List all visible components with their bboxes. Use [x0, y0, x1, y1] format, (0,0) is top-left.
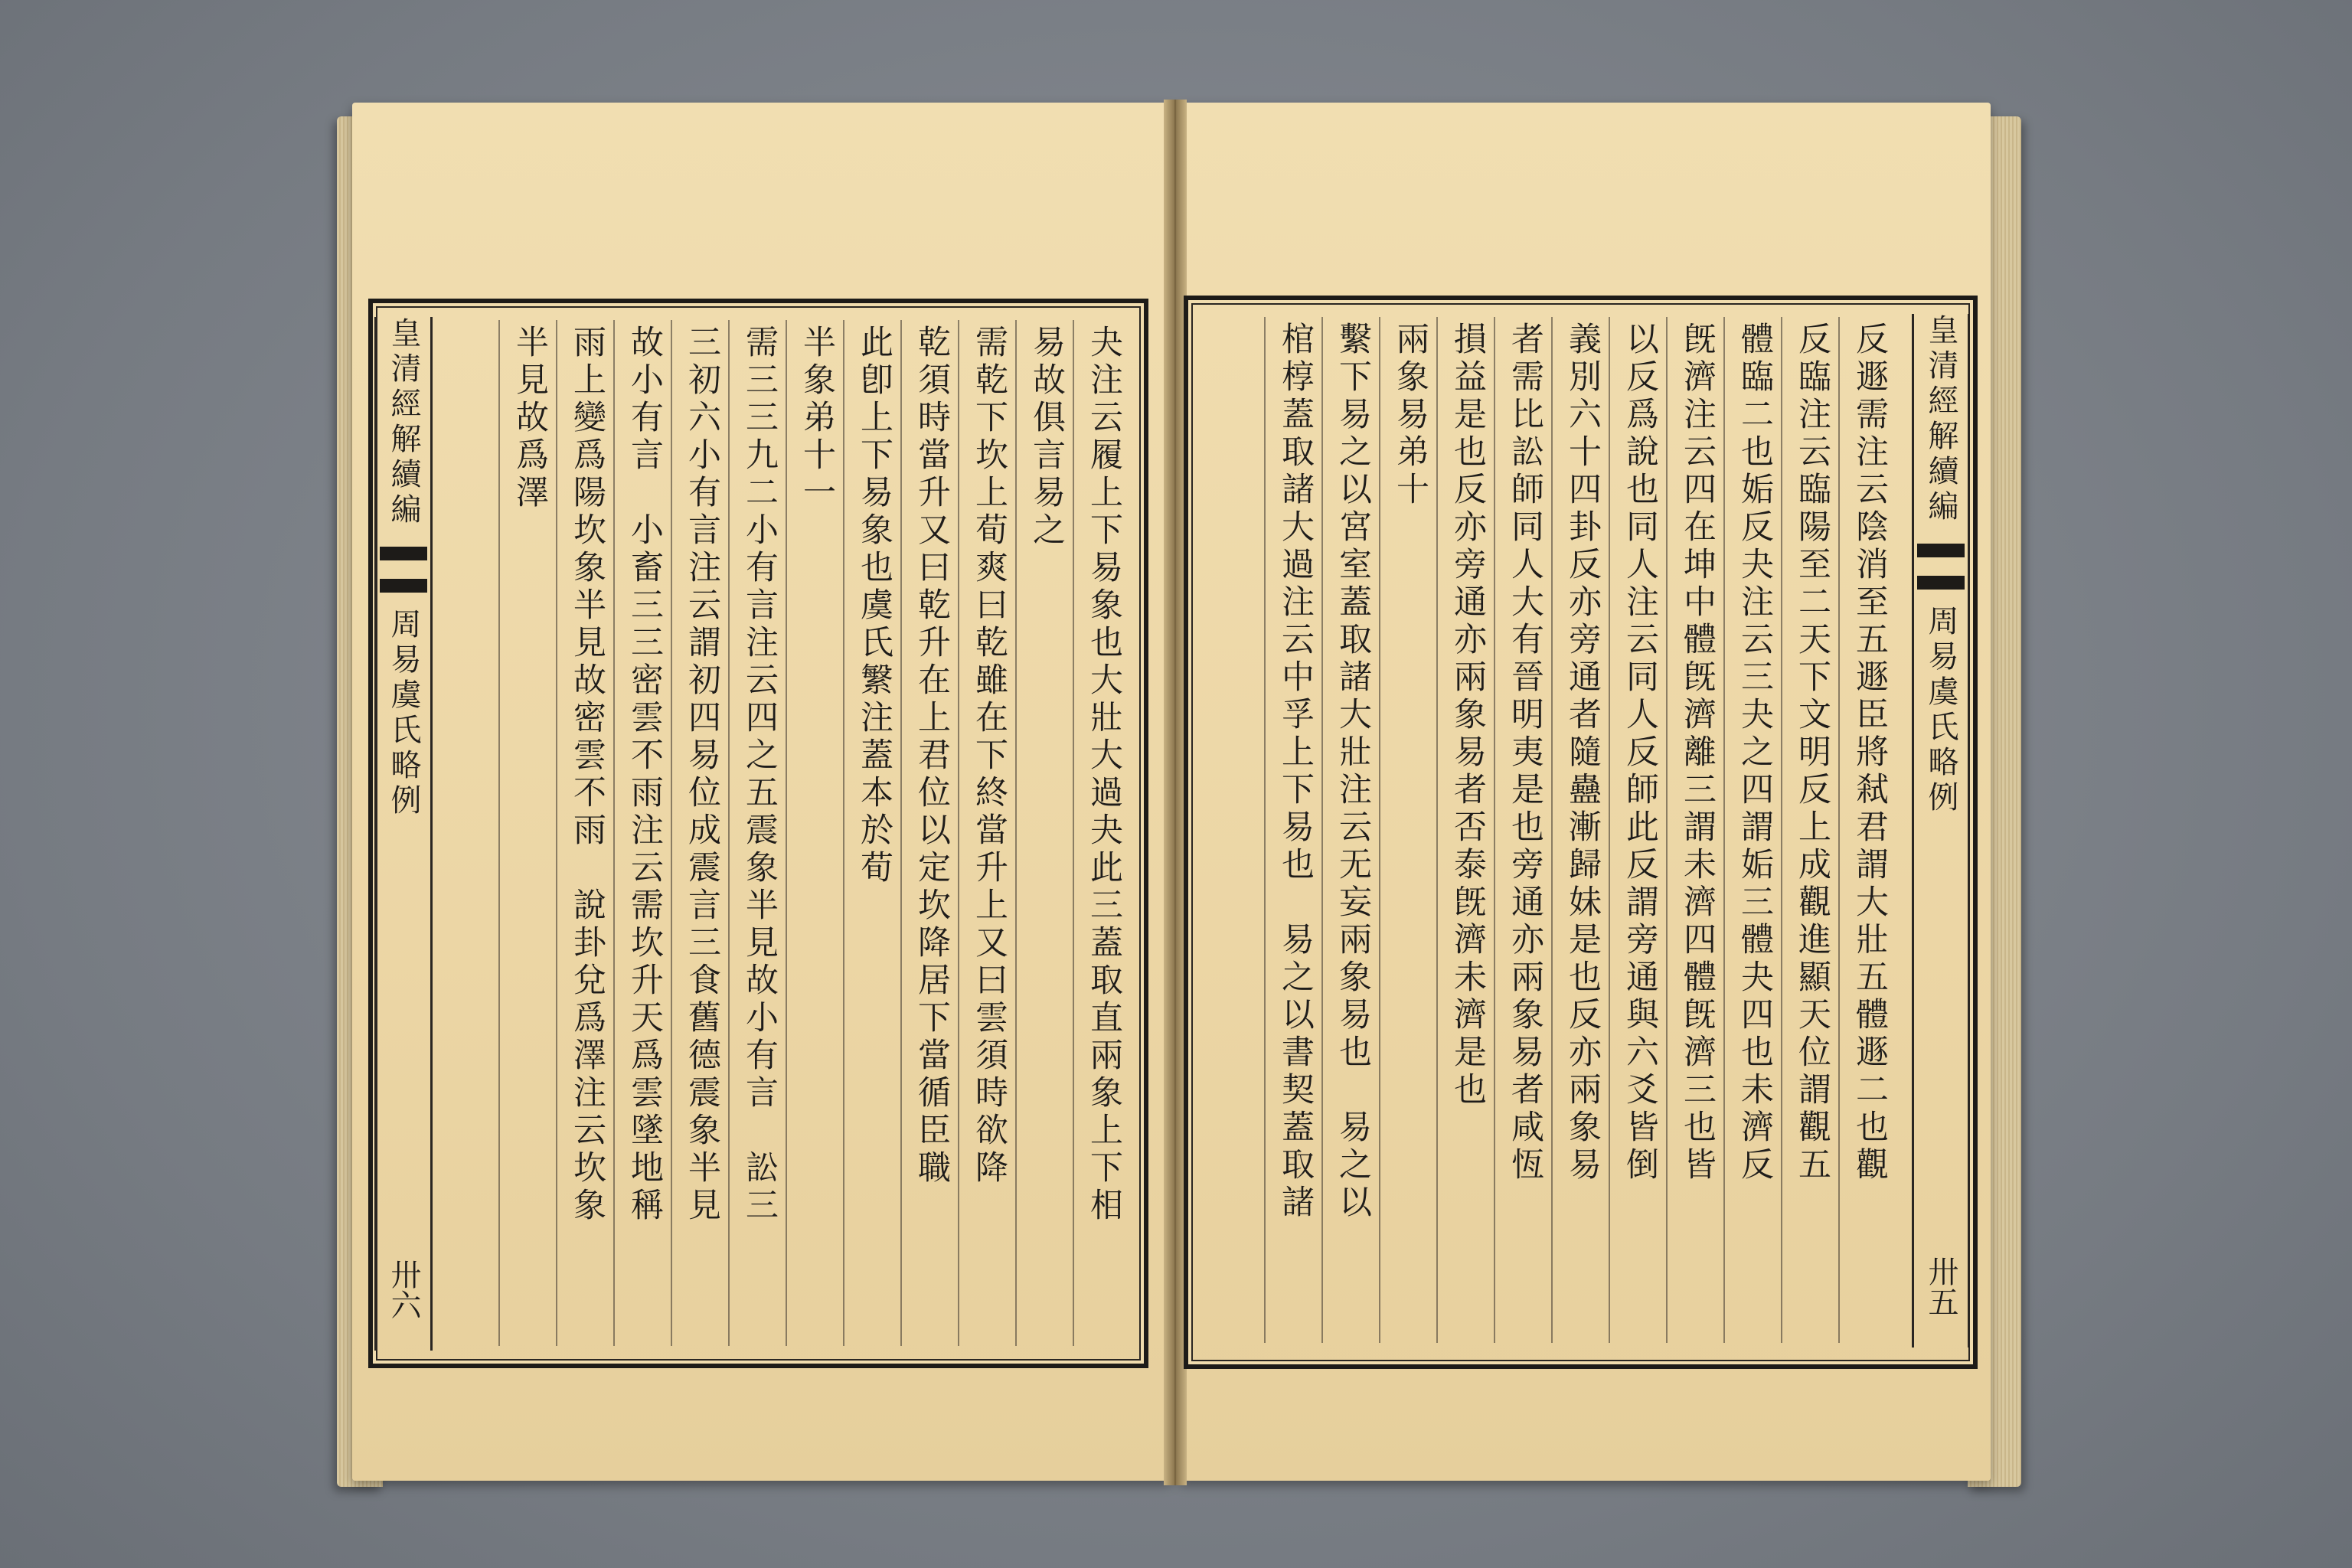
- left-center-band: [374, 317, 433, 1351]
- column-rule: [728, 320, 730, 1346]
- column-rule: [1551, 317, 1553, 1343]
- column-rule: [1723, 317, 1725, 1343]
- text-column-2: 易故俱言易之: [1027, 325, 1066, 550]
- column-rule: [1015, 320, 1017, 1346]
- column-rule: [958, 320, 959, 1346]
- left-text-frame: [368, 299, 1148, 1368]
- column-rule: [843, 320, 844, 1346]
- text-column-6: 義別六十四卦反亦旁通者隨蠱漸歸妹是也反亦兩象易: [1563, 322, 1602, 1184]
- band-title: 皇清經解續編: [386, 317, 421, 528]
- text-column-8: 三初六小有言注云謂初四易位成震言三食舊德震象半見: [683, 325, 721, 1225]
- text-column-6: 半象弟十一: [798, 325, 836, 512]
- column-rule: [1494, 317, 1495, 1343]
- text-column-1: 反遯需注云陰消至五遯臣將弒君謂大壯五體遯二也觀: [1851, 322, 1889, 1184]
- column-rule: [1609, 317, 1610, 1343]
- text-column-8: 損益是也反亦旁通亦兩象易者否泰旣濟未濟是也: [1449, 322, 1487, 1109]
- column-rule: [613, 320, 615, 1346]
- column-rule: [556, 320, 557, 1346]
- text-column-10: 雨上變爲陽坎象半見故密雲不雨 說卦兌爲澤注云坎象: [568, 325, 606, 1225]
- folio-number: 卅五: [1923, 1256, 1958, 1317]
- band-section: 周易虞氏略例: [386, 608, 421, 819]
- text-column-11: 半見故爲澤: [511, 325, 549, 512]
- column-rule: [900, 320, 902, 1346]
- column-rule: [1436, 317, 1438, 1343]
- band-title: 皇清經解續編: [1923, 314, 1958, 525]
- text-column-7: 者需比訟師同人大有晉明夷是也旁通亦兩象易者咸恆: [1506, 322, 1544, 1184]
- column-rule: [1666, 317, 1668, 1343]
- right-center-band: [1912, 314, 1970, 1348]
- text-column-4: 旣濟注云四在坤中體旣濟離三謂未濟四體旣濟三也皆: [1678, 322, 1717, 1184]
- text-column-10: 繫下易之以宮室蓋取諸大壯注云无妄兩象易也 易之以: [1334, 322, 1372, 1222]
- text-column-9: 故小有言 小畜三三密雲不雨注云需坎升天爲雲墜地稱: [626, 325, 664, 1225]
- column-rule: [1838, 317, 1840, 1343]
- text-column-1: 夬注云履上下易象也大壯大過夬此三蓋取直兩象上下相: [1085, 325, 1123, 1225]
- text-column-2: 反臨注云臨陽至二天下文明反上成觀進顯天位謂觀五: [1793, 322, 1831, 1184]
- band-section: 周易虞氏略例: [1923, 605, 1958, 816]
- text-column-11: 棺椁蓋取諸大過注云中孚上下易也 易之以書契蓋取諸: [1276, 322, 1315, 1222]
- column-rule: [1073, 320, 1074, 1346]
- text-column-3: 體臨二也姤反夬注云三夬之四謂姤三體夬四也未濟反: [1736, 322, 1774, 1184]
- column-rule: [1781, 317, 1782, 1343]
- column-rule: [498, 320, 500, 1346]
- column-rule: [786, 320, 787, 1346]
- text-column-9: 兩象易弟十: [1391, 322, 1429, 509]
- text-column-5: 以反爲說也同人注云同人反師此反謂旁通與六爻皆倒: [1621, 322, 1659, 1184]
- folio-number: 卅六: [386, 1259, 421, 1320]
- text-column-3: 需乾下坎上荀爽曰乾雖在下終當升上又曰雲須時欲降: [970, 325, 1008, 1187]
- column-rule: [1379, 317, 1380, 1343]
- column-rule: [1264, 317, 1266, 1343]
- fish-tail-mark: [1917, 544, 1965, 590]
- open-book: [337, 92, 2021, 1493]
- column-rule: [671, 320, 672, 1346]
- text-column-7: 需三三九二小有言注云四之五震象半見故小有言 訟三: [740, 325, 779, 1225]
- right-text-frame: [1184, 296, 1978, 1369]
- text-column-4: 乾須時當升又曰乾升在上君位以定坎降居下當循臣職: [913, 325, 951, 1187]
- fish-tail-mark: [380, 547, 427, 593]
- column-rule: [1321, 317, 1323, 1343]
- text-column-5: 此卽上下易象也虞氏䌓注蓋本於荀: [855, 325, 893, 887]
